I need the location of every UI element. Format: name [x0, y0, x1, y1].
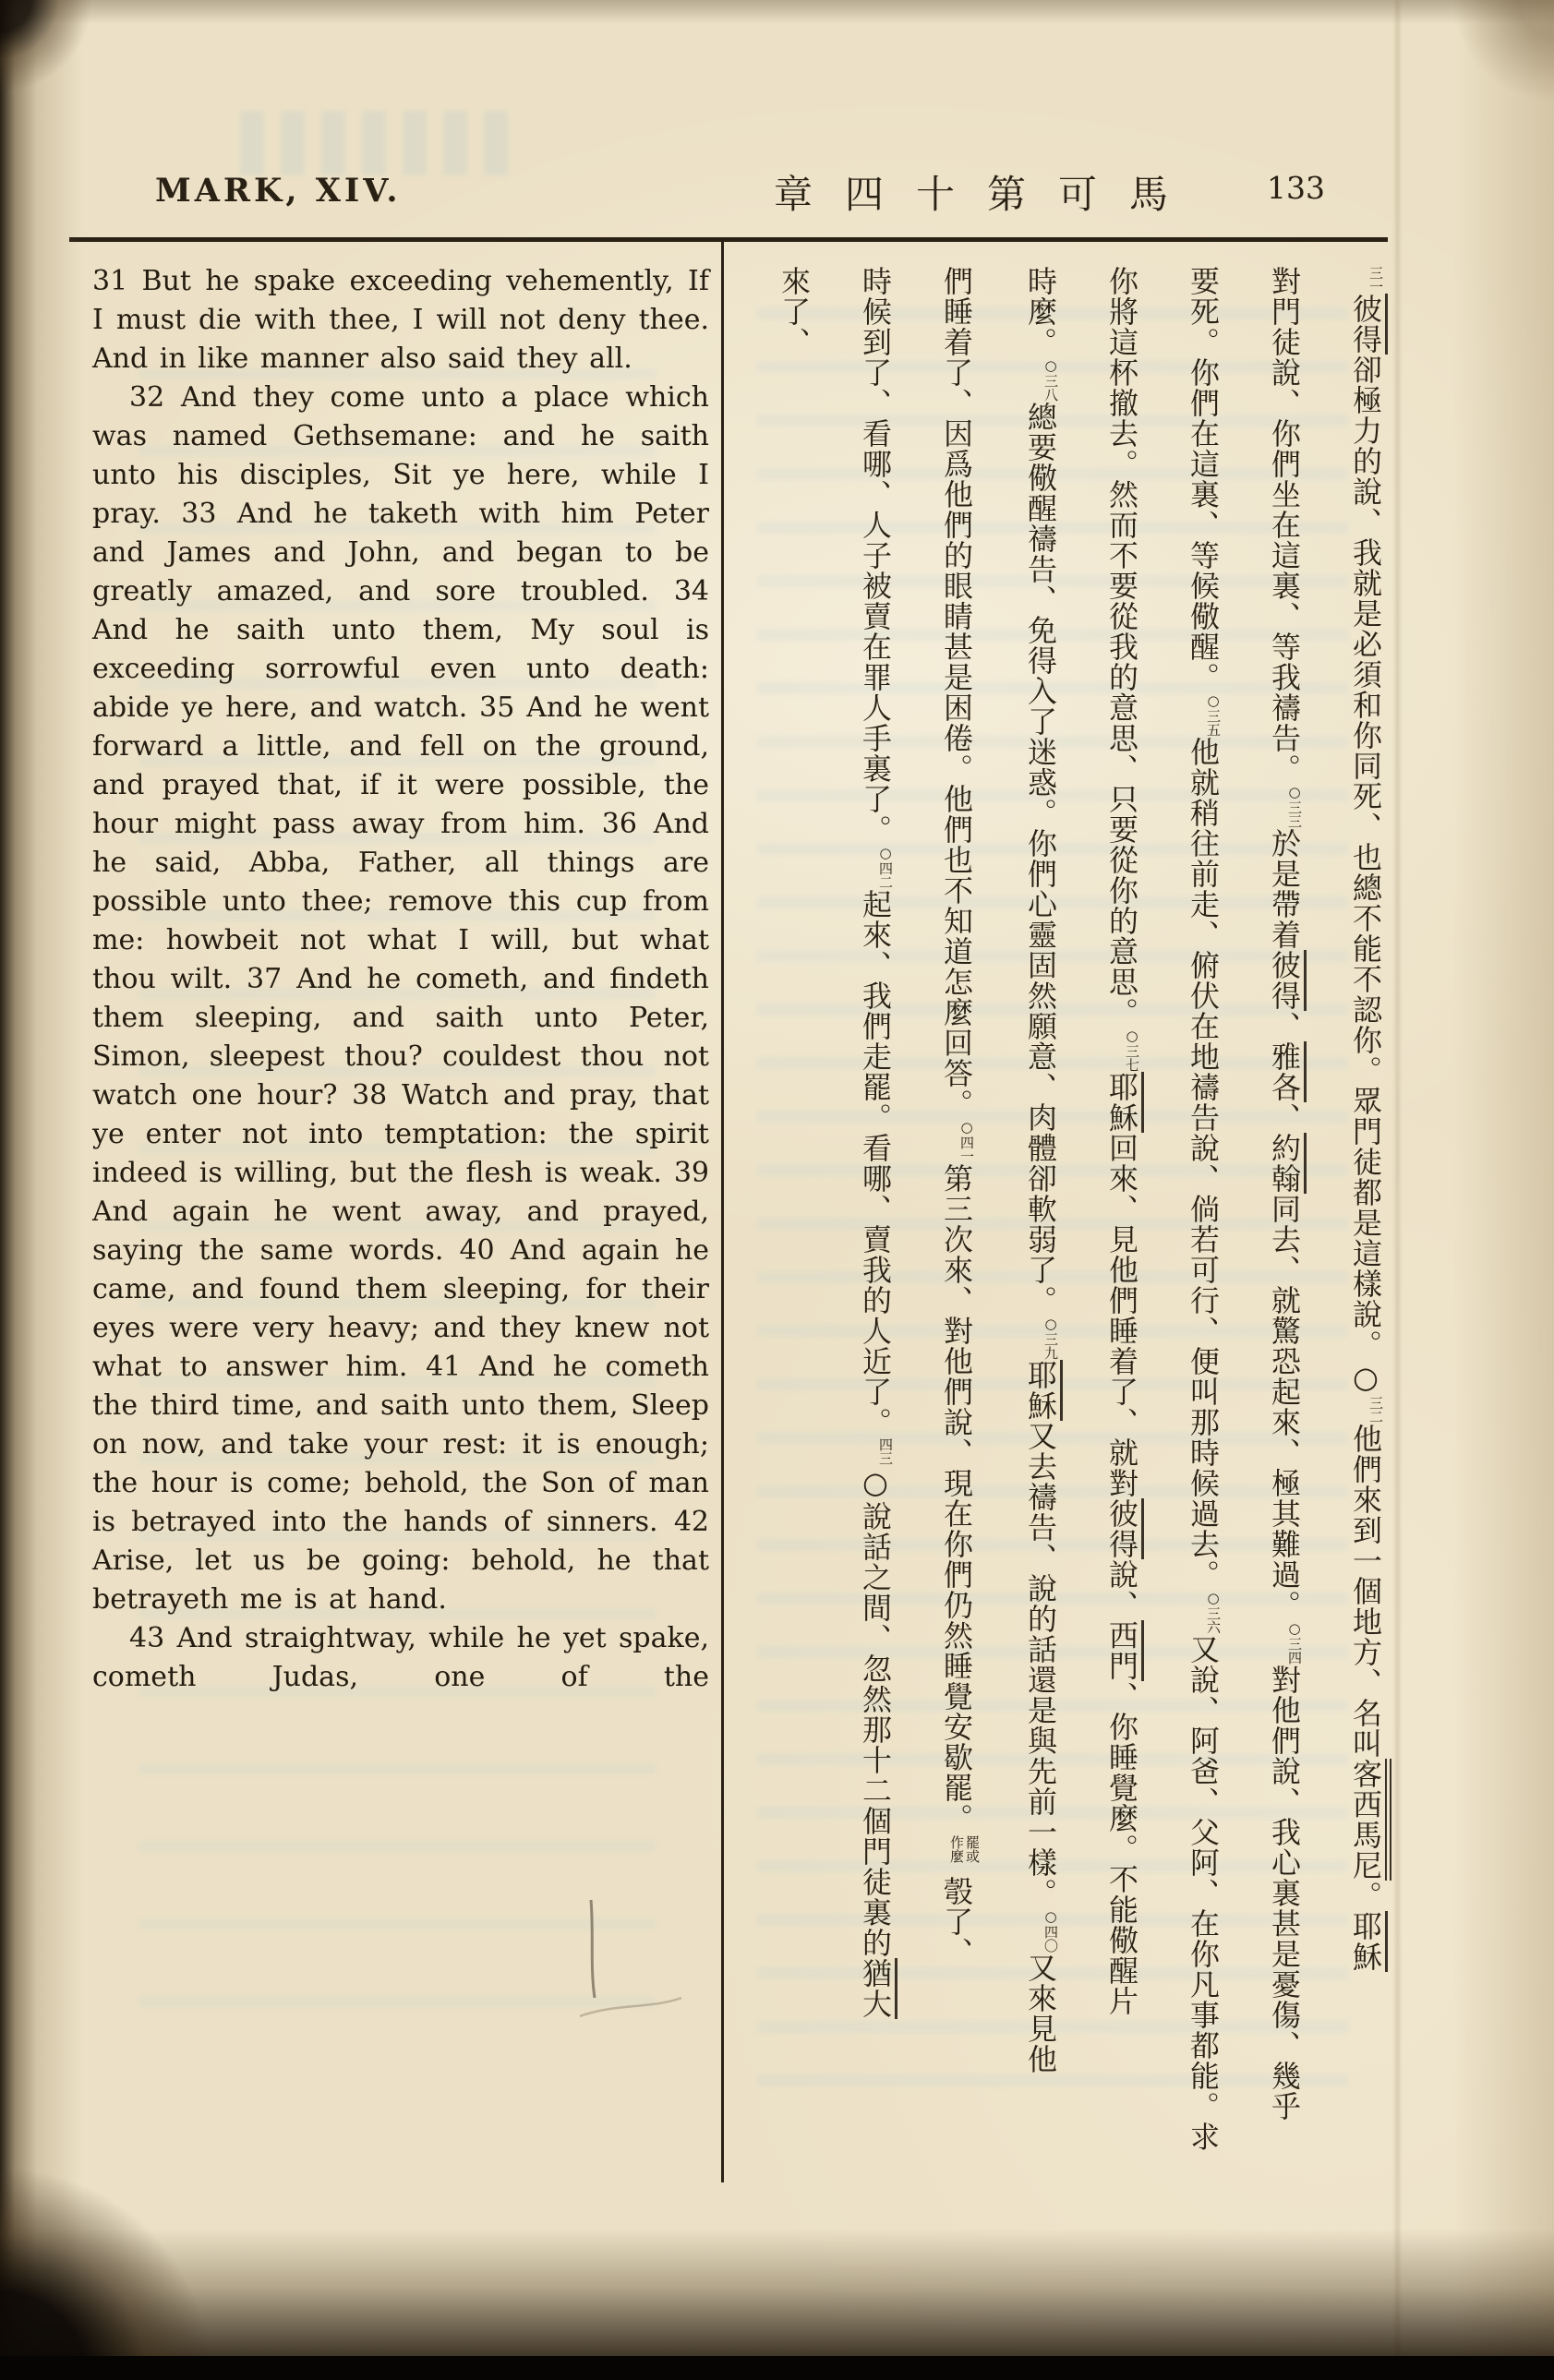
chinese-column [1264, 266, 1305, 2191]
name-marked-text: 彼得 [1267, 950, 1307, 1011]
chinese-text-run: 卻極力的說、我就是必須和你同死、也總不能不認你。眾門徒都是這樣說。○ [1348, 355, 1383, 1396]
chinese-text-run: 彀了、 [939, 1876, 974, 1967]
verse-number-marker: ○三五 [1205, 692, 1222, 737]
chinese-text-run: 又來見他 [1023, 1953, 1058, 2074]
chinese-text-run: 他們來到一個地方、名叫 [1348, 1424, 1383, 1759]
chinese-text-run: 、 [1267, 1102, 1302, 1133]
english-paragraph-v32-42: 32 And they come unto a place which was named Gethsemane: and he saith unto his disciples, Sit ye here, while I pray. 33 And he taketh with him Peter and James and John, and began to be greatly amazed, and sore troubled. 34 And he saith unto them, My soul is exceeding sorrowful even unto death: abide ye here, and watch. 35 And he went forward a little, and fell on the ground, and prayed that, if it were possible, the hour might pass away from him. 36 And he said, Abba, Father, all things are possible unto thee; remove this cup from me: howbeit not what I will, but what thou wilt. 37 And he cometh, and findeth them sleeping, and saith unto Peter, Simon, sleepest thou? couldest thou not watch one hour? 38 Watch and pray, that ye enter not into temptation: the spirit indeed is willing, but the flesh is weak. 39 And again he went away, and prayed, saying the same words. 40 And again he came, and found them sleeping, for their eyes were very heavy; and they knew not what to answer him. 41 And he cometh the third time, and saith unto them, Sleep on now, and take your rest: it is enough; the hour is come; behold, the Son of man is betrayed into the hands of sinners. 42 Arise, let us be going: behold, he that betrayeth me is at hand. [92, 381, 709, 1616]
chinese-column [1020, 266, 1061, 2191]
pen-mark [578, 1894, 707, 2033]
verse-number-marker: ○三六 [1205, 1590, 1222, 1634]
chinese-text-run: 起來、我們走罷。看哪、賣我的人近了。 [858, 889, 893, 1437]
chinese-text-run: 你將這杯撤去。然而不要從我的意思、只要從你的意思。 [1104, 266, 1139, 1028]
running-head-english: MARK, XIV. [155, 172, 402, 210]
page-crease [1396, 0, 1399, 2380]
chinese-text-run: 、 [1267, 1011, 1302, 1041]
chinese-text-run: 總要儆醒禱告、免得入了迷惑。你們心靈固然願意、肉體卻軟弱了。 [1023, 402, 1058, 1316]
verse-number-marker: ○四一 [958, 1119, 975, 1163]
chinese-text-run: 說、 [1104, 1559, 1139, 1620]
name-marked-text: 雅各 [1267, 1041, 1307, 1102]
chinese-text-run: 於是帶着 [1267, 828, 1302, 950]
verse-number-marker: 四三 [877, 1437, 894, 1465]
chinese-column [936, 266, 980, 2191]
verse-number-marker: 三一 [1367, 266, 1384, 294]
chinese-text-run: 對門徒說、你們坐在這裏、等我禱告。 [1267, 266, 1302, 784]
chinese-text-run: 回來、見他們睡着了、就對 [1104, 1133, 1139, 1498]
chinese-text-run: 他就稍往前走、俯伏在地禱告說、倘若可行、便叫那時候過去。 [1186, 737, 1221, 1590]
chinese-text-run: 、你睡覺麼。不能儆醒片 [1104, 1681, 1139, 2016]
place-marked-text: 客西馬尼 [1348, 1759, 1391, 1881]
chinese-text-run: 時麼。 [1023, 266, 1058, 357]
photo-background-strip [0, 2356, 1554, 2380]
chinese-column [1183, 266, 1223, 2191]
verse-number-marker: ○三八 [1042, 357, 1059, 402]
name-marked-text: 猶大 [858, 1958, 897, 2019]
chinese-column [855, 266, 896, 2191]
name-marked-text: 耶穌 [1348, 1911, 1388, 1972]
english-paragraph-v43: 43 And straightway, while he yet spake, cometh Judas, one of the [92, 1622, 709, 1693]
header-rule [69, 237, 1388, 242]
chinese-text-run: 來了、 [777, 266, 812, 357]
chinese-text-run: 。 [1348, 1881, 1383, 1911]
page-corner-shadow [1406, 0, 1554, 129]
chinese-text-run: 第三次來、對他們說、現在你們仍然睡覺安歇罷。 [939, 1163, 974, 1833]
verse-number-marker: ○三九 [1042, 1316, 1059, 1360]
chinese-text-run: 又去禱告、說的話還是與先前一樣。 [1023, 1421, 1058, 1908]
name-marked-text: 耶穌 [1104, 1072, 1144, 1133]
verse-number-marker: ○三四 [1286, 1620, 1303, 1665]
chinese-text-run: 要死。你們在這裏、等候儆醒。 [1186, 266, 1221, 692]
binding-gutter-shadow [0, 0, 83, 2380]
variant-reading-note: 罷或作麼 [948, 1835, 981, 1863]
verse-number-marker: ○三七 [1124, 1028, 1140, 1072]
name-marked-text: 西門 [1104, 1620, 1144, 1681]
column-divider [721, 240, 724, 2182]
chinese-text-run: 又說、阿爸、父阿、在你凡事都能。求 [1186, 1634, 1221, 2152]
name-marked-text: 彼得 [1104, 1498, 1144, 1559]
page-corner-shadow [0, 0, 111, 129]
chinese-text-run: 對他們說、我心裏甚是憂傷、幾乎 [1267, 1665, 1302, 2122]
page-edge-shadow-right [1452, 0, 1554, 2380]
chinese-column [1102, 266, 1142, 2191]
page-corner-shadow [0, 2066, 277, 2380]
chinese-text-run: 同去、就驚恐起來、極其難過。 [1267, 1194, 1302, 1620]
chinese-text-run: ○說話之間、忽然那十二個門徒裏的 [858, 1465, 893, 1958]
chinese-text-column [732, 266, 1390, 2191]
page-edge-shadow-top [0, 0, 1554, 24]
verse-number-marker: ○四二 [877, 845, 894, 889]
chinese-text-run: 時候到了、看哪、人子被賣在罪人手裏了。 [858, 266, 893, 845]
chinese-column [1345, 266, 1386, 2191]
name-marked-text: 約翰 [1267, 1133, 1307, 1194]
verse-number-marker: ○四〇 [1042, 1908, 1059, 1953]
chinese-column [774, 266, 814, 2191]
page-number: 133 [1267, 170, 1325, 206]
english-text-column [92, 262, 709, 1697]
running-head-chinese: 章四十第可馬 [774, 172, 1201, 217]
chinese-text-run: 們睡着了、因爲他們的眼睛甚是困倦。他們也不知道怎麼回答。 [939, 266, 974, 1119]
show-through-ghost [240, 111, 517, 175]
name-marked-text: 彼得 [1348, 294, 1388, 355]
verse-number-marker: ○三三 [1286, 784, 1303, 828]
english-paragraph-v31: 31 But he spake exceeding vehemently, If I must die with thee, I will not deny thee. And in like manner also said they all. [92, 265, 709, 375]
verse-number-marker: 三二 [1367, 1396, 1384, 1424]
name-marked-text: 耶穌 [1023, 1360, 1063, 1421]
